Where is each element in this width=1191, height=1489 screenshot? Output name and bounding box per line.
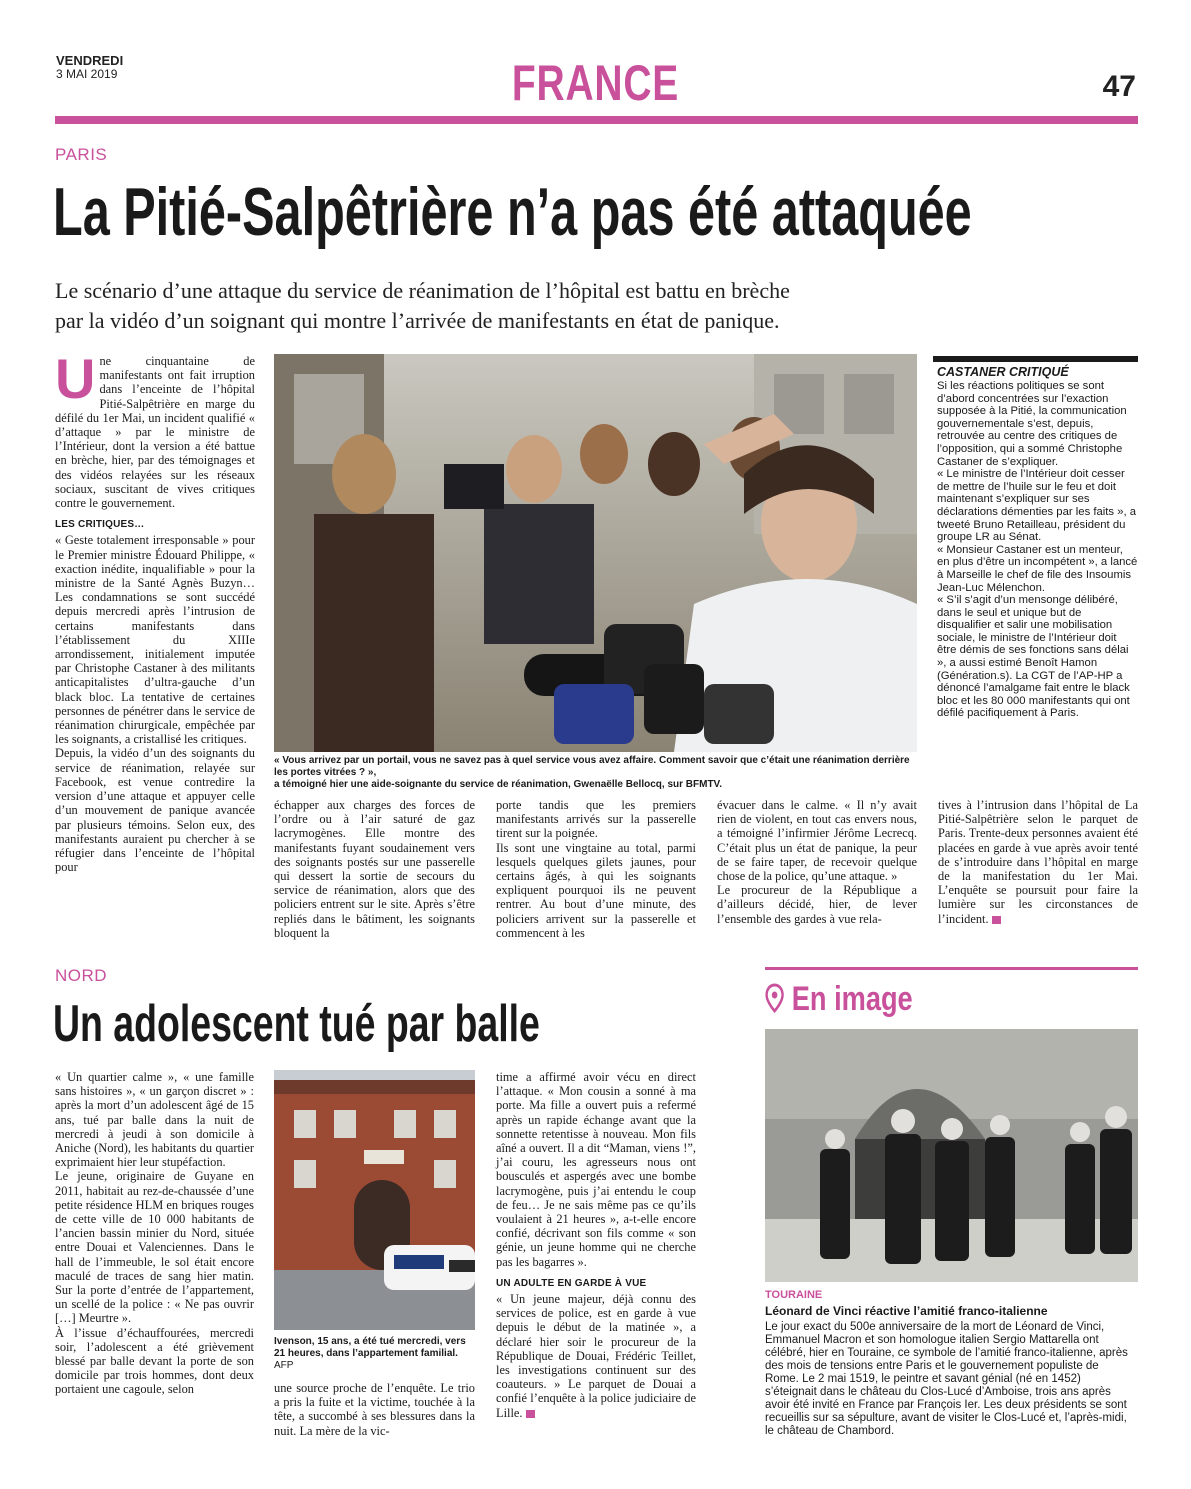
photo-credit: AFP (274, 1360, 294, 1371)
article2-column-1 (55, 1070, 254, 1397)
presidents-photo (765, 1029, 1138, 1282)
issue-date-text: 3 MAI 2019 (56, 67, 118, 81)
article2-col1-c: À l’issue d’échauffourées, mercredi soir, l’adolescent a été grièvement blessé par balle devant la porte de son domicile par trois hommes, dont deux portaient une cagoule, selon (55, 1325, 254, 1397)
sidebar-paragraph-1: Si les réactions politiques se sont d’abord concentrées sur l’exaction supposée à la Pitié, la communication gouvernementale s’est, depuis, retrouvée au centre des critiques de l’opposition, qui a sommé Christophe Castaner de s’expliquer. (937, 380, 1127, 468)
article1-kicker: PARIS (55, 145, 108, 164)
article1-intro: ne cinquantaine de manifestants ont fait irruption dans l’enceinte de l’hôpital Pitié-Salpêtrière en marge du défilé du 1er Mai, un incident qualifié « d’attaque » par le ministre de l’Intérieur, dont la version a été battue en brèche, hier, par des témoignages et des vidéos relayées sur les réseaux sociaux, suscitant de vives critiques contre le gouvernement. (55, 354, 255, 511)
en-image-rule (765, 967, 1138, 970)
hospital-press-photo (274, 354, 917, 752)
sidebar-paragraph-3: « Monsieur Castaner est un menteur, en plus d’être un incompétent », a lancé à Marseille le chef de file des Insoumis Jean-Luc Mélenchon. (937, 543, 1138, 594)
article2-col1-b: Le jeune, originaire de Guyane en 2011, habitait au rez-de-chaussée d’une petite résidence HLM en briques rouges de cette ville de 10 000 habitants de l’ancien bassin minier du Nord, située entre Douai et Valenciennes. Dans le hall de l’immeuble, le sol était encore maculé de traces de sang hier matin. Sur la porte d’entrée de l’appartement, un scellé de la police : « Ne pas ouvrir […] Meurtre ». (55, 1169, 254, 1326)
sidebar-paragraph-4: « S’il s’agit d’un mensonge délibéré, dans le seul et unique but de disqualifier et salir une mobilisation sociale, le ministre de l’Intérieur doit être démis de ses fonctions sans délai », a aussi estimé Benoît Hamon (Génération.s). La CGT de l’AP-HP a dénoncé l’amalgame fait entre le black bloc et les 80 000 manifestants qui ont défilé pacifiquement à Paris. (937, 594, 1130, 720)
article1-col3-text-a: porte tandis que les premiers manifestants arrivés sur la passerelle tirent sur la poignée. (496, 798, 696, 841)
article2-col3-b: « Un jeune majeur, déjà connu des services de police, est en garde à vue depuis le début de la matinée », a déclaré hier soir le procureur de la République de Douai, Frédéric Teillet, les investigations continuent sur des coauteurs. » Le parquet de Douai a confié l’enquête à la police judiciaire de Lille. (496, 1292, 696, 1420)
article1-col5-text: tives à l’intrusion dans l’hôpital de La Pitié-Salpêtrière selon le parquet de Paris. Trente-deux personnes avaient été placées en garde à vue après avoir tenté de s’introduire dans l’hôpital en marge de la manifestation du 1er Mai. L’enquête se poursuit pour faire la lumière sur les circonstances de l’incident. (938, 798, 1138, 926)
sidebar-title: CASTANER CRITIQUÉ (937, 365, 1069, 379)
sidebar-text (937, 380, 1138, 720)
main-photo-caption-line-2: a témoigné hier une aide-soignante du service de réanimation, Gwenaëlle Bellocq, sur BFMTV. (274, 779, 723, 790)
article2-kicker: NORD (55, 966, 108, 985)
article1-depuis: Depuis, la vidéo d’un des soignants du service de réanimation, relayée sur Facebook, est venue contredire la version d’une attaque et appuyer celle d’un mouvement de panique avancée par plusieurs témoins. Selon eux, des manifestants auraient pu chercher à se réfugier dans l’enceinte de l’hôpital pour (55, 746, 255, 875)
article1-headline: La Pitié-Salpêtrière n’a pas été attaquée (53, 174, 972, 250)
article1-column-5 (938, 798, 1138, 926)
article2-subhead: UN ADULTE EN GARDE À VUE (496, 1277, 647, 1289)
residence-caption-text: Ivenson, 15 ans, a été tué mercredi, vers 21 heures, dans l’appartement familial. (274, 1336, 466, 1359)
section-title: FRANCE (511, 55, 680, 111)
sidebar-castaner (933, 356, 1138, 720)
article1-chapo (55, 276, 995, 336)
chapo-line-2: par la vidéo d’un soignant qui montre l’arrivée de manifestants en état de panique. (55, 308, 780, 333)
article1-column-1 (55, 347, 255, 875)
article1-col4-text-b: Le procureur de la République a d’ailleurs décidé, hier, de lever l’ensemble des gardes à vue rela- (717, 883, 917, 926)
touraine-kicker: TOURAINE (765, 1289, 823, 1301)
article1-col2-text: échapper aux charges des forces de l’ordre ou à l’air saturé de gaz lacrymogènes. Elle montre des manifestants fuyant soudainement vers des soignants postés sur une passerelle qui dessert la sortie de secours du service de réanimation, alors que des policiers entrent sur le site. Après s’être repliés dans le bâtiment, les soignants bloquent la (274, 798, 475, 940)
touraine-headline: Léonard de Vinci réactive l’amitié franco-italienne (765, 1304, 1048, 1318)
article1-column-4 (717, 798, 917, 926)
residence-photo (274, 1070, 475, 1330)
article2-col2-text: une source proche de l’enquête. Le trio a pris la fuite et la victime, touchée à la tête, a succombé à ses blessures dans la nuit. La mère de la vic- (274, 1381, 475, 1438)
issue-date (56, 54, 123, 81)
location-pin-icon (765, 983, 784, 1013)
photo-illustration (274, 354, 917, 752)
main-photo-caption (274, 755, 924, 791)
page-number: 47 (1102, 70, 1136, 103)
chapo-line-1: Le scénario d’une attaque du service de réanimation de l’hôpital est battu en brèche (55, 278, 790, 303)
article1-subhead: LES CRITIQUES… (55, 519, 145, 531)
en-image-title: En image (791, 980, 913, 1018)
article2-headline: Un adolescent tué par balle (53, 995, 540, 1053)
article1-col3-text-b: Ils sont une vingtaine au total, parmi lesquels quelques gilets jaunes, pour certains âgés, à qui les soignants expliquent pourquoi ils ne peuvent rentrer. Au bout d’une minute, des policiers arrivent sur la passerelle et commencent à les (496, 840, 696, 940)
article2-col1-a: « Un quartier calme », « une famille sans histoires », « un garçon discret » : après la mort d’un adolescent âgé de 15 ans, tué par balle dans la nuit de mercredi à jeudi à son domicile à Aniche (Nord), les habitants du quartier exprimaient hier leur stupéfaction. (55, 1070, 254, 1170)
main-photo-caption-line-1: « Vous arrivez par un portail, vous ne savez pas à quel service vous avez affaire. Comment savoir que c’était une réanimation derrière les portes vitrées ? », (274, 755, 910, 778)
article1-column-3 (496, 798, 696, 940)
article1-column-2 (274, 798, 475, 940)
en-image-heading (765, 980, 913, 1019)
sidebar-paragraph-2: « Le ministre de l’Intérieur doit cesser de mettre de l’huile sur le feu et doit maintenant s’expliquer sur ses déclarations démenties par les faits », a tweeté Bruno Retailleau, président du groupe LR au Sénat. (937, 468, 1137, 544)
end-mark-icon (992, 916, 1001, 924)
issue-day: VENDREDI (56, 53, 124, 68)
residence-illustration (274, 1070, 475, 1330)
residence-photo-caption (274, 1336, 475, 1372)
masthead-rule (55, 116, 1138, 124)
drop-cap: U (55, 347, 96, 410)
article2-col3-a: time a affirmé avoir vécu en direct l’attaque. « Mon cousin a sonné à ma porte. Ma fille a ouvert puis a refermé après un rapide échange avant que la sonnette retentisse à nouveau. Mon fils aîné a ouvert. Il a dit “Maman, viens !”, j’ai couru, les agresseurs nous ont bousculés et aspergés avec une bombe lacrymogène, puis j’ai entendu le coup de feu… Je ne sais même pas ce qu’ils voulaient à 21 heures », a-t-elle encore confié, décrivant son fils comme « son génie, un jeune homme qui ne cherche pas les bagarres ». (496, 1070, 696, 1269)
end-mark-icon (526, 1410, 535, 1418)
article2-column-2 (274, 1381, 475, 1438)
presidents-illustration (765, 1029, 1138, 1282)
article2-column-3 (496, 1070, 696, 1420)
touraine-text: Le jour exact du 500e anniversaire de la mort de Léonard de Vinci, Emmanuel Macron et son homologue italien Sergio Mattarella ont célébré, hier en Touraine, ce symbole de l’amitié franco-italienne, après des mois de tensions entre Paris et le gouvernement populiste de Rome. Le 2 mai 1519, le peintre et savant génial (né en 1452) s’éteignait dans le château du Clos-Lucé d’Amboise, trois ans après avoir été invité en France par François Ier. Les deux présidents se sont recueillis sur sa sépulture, avant de visiter le Clos-Lucé et, l’après-midi, le château de Chambord. (765, 1321, 1128, 1437)
article1-col4-text-a: évacuer dans le calme. « Il n’y avait rien de violent, en tout cas envers nous, a témoigné l’infirmier Jérôme Lecrecq. C’était plus un état de panique, la peur de se faire taper, de recevoir quelque chose de la police, qu’une attaque. » (717, 798, 917, 884)
article1-critiques: « Geste totalement irresponsable » pour le Premier ministre Édouard Philippe, « exaction inédite, inqualifiable » pour la ministre de la Santé Agnès Buzyn… Les condamnations se sont succédé depuis mercredi après l’intrusion de certains manifestants dans l’établissement du XIIIe arrondissement, initialement imputée par Christophe Castaner à des militants anticapitalistes d’ultra-gauche d’un black bloc. La tentative de certaines personnes de pénétrer dans le service de réanimation chirurgicale, empêchée par les soignants, a cristallisé les critiques. (55, 533, 255, 747)
